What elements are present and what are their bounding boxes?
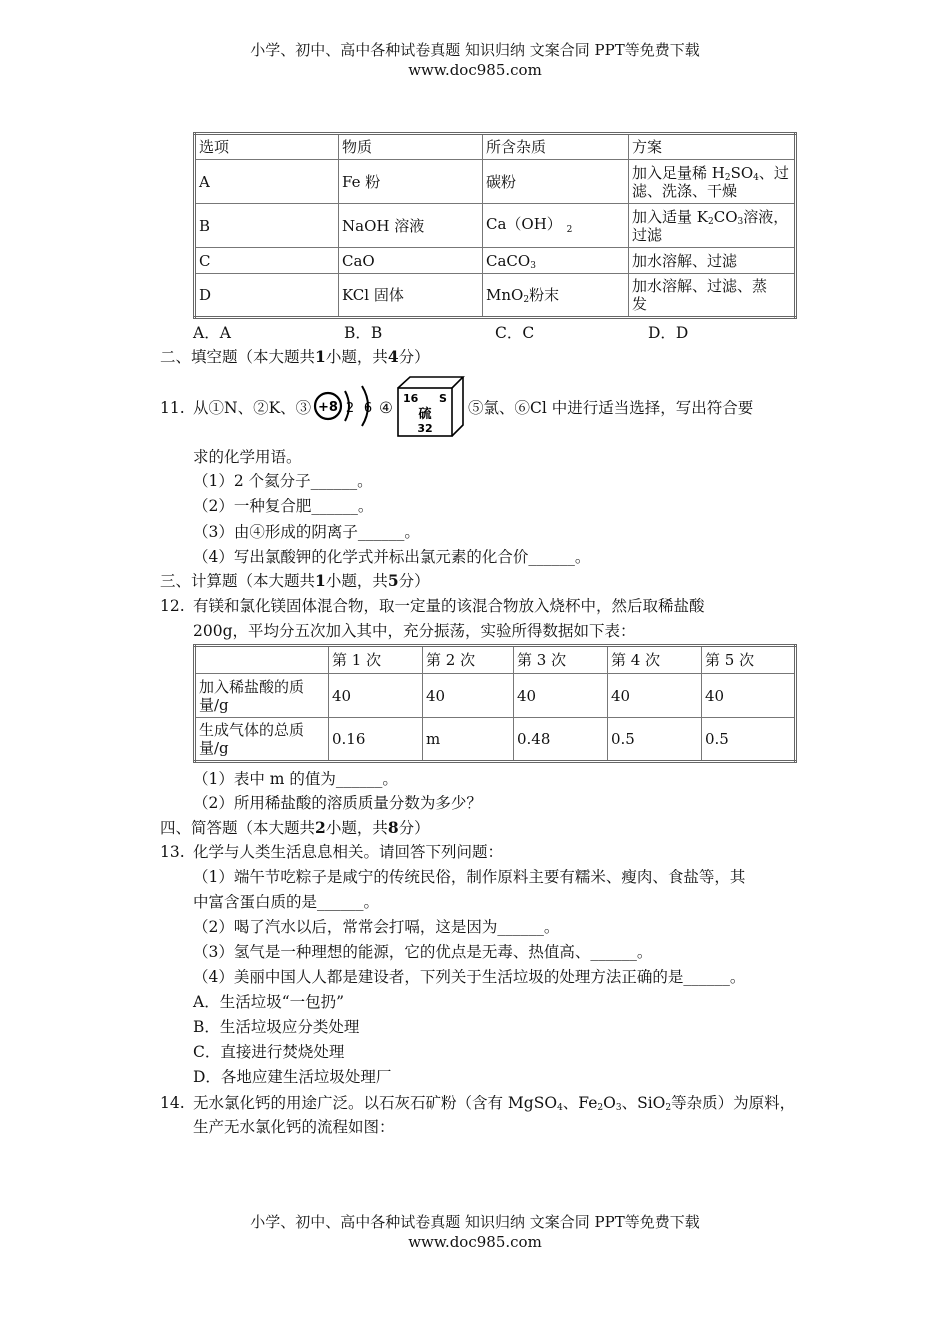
q13-sub-1b: 中富含蛋白质的是______。 xyxy=(193,893,380,911)
table-cell: CaO xyxy=(339,248,483,274)
table-header: 第 5 次 xyxy=(702,646,796,674)
page-header xyxy=(0,40,950,80)
section-3-title: 三、计算题（本大题共1小题，共5分） xyxy=(160,571,430,590)
q11-sub-2: （2）一种复合肥______。 xyxy=(193,497,374,515)
q11-stem-line2: 求的化学用语。 xyxy=(193,448,302,466)
q13-sub-4: （4）美丽中国人人都是建设者，下列关于生活垃圾的处理方法正确的是______。 xyxy=(193,968,746,986)
q13-number: 13. xyxy=(160,843,185,861)
q10-options-table xyxy=(193,132,797,319)
table-cell: B xyxy=(195,204,339,248)
table-cell: C xyxy=(195,248,339,274)
q14-stem-line2: 生产无水氯化钙的流程如图： xyxy=(193,1118,395,1136)
choice-c: C．C xyxy=(495,324,535,342)
q12-sub-1: （1）表中 m 的值为______。 xyxy=(193,770,398,788)
table-header: 第 2 次 xyxy=(423,646,514,674)
choice-a: A．A xyxy=(193,324,231,342)
table-cell: 加水溶解、过滤、蒸 发 xyxy=(629,274,796,318)
table-cell: 40 xyxy=(423,674,514,718)
table-cell: 0.48 xyxy=(514,718,608,762)
atom-nucleus-label: +8 xyxy=(318,400,338,415)
q13-option-a: A．生活垃圾“一包扔” xyxy=(193,993,345,1011)
table-row xyxy=(195,646,796,674)
cell-element-name: 硫 xyxy=(418,407,432,422)
q11-number: 11. xyxy=(160,399,185,417)
cell-atomic-mass: 32 xyxy=(417,422,433,435)
q11-sub-3: （3）由④形成的阴离子______。 xyxy=(193,523,420,541)
table-row xyxy=(195,160,796,204)
table-cell: 40 xyxy=(514,674,608,718)
q13-sub-3: （3）氢气是一种理想的能源，它的优点是无毒、热值高、______。 xyxy=(193,943,653,961)
q12-data-table xyxy=(193,644,797,763)
section-2-title: 二、填空题（本大题共1小题，共4分） xyxy=(160,347,430,366)
q11-stem-tail: ⑤氯、⑥Cl 中进行适当选择，写出符合要 xyxy=(468,399,754,417)
table-row-label: 生成气体的总质 量/g xyxy=(195,718,329,762)
table-cell: m xyxy=(423,718,514,762)
table-header: 第 3 次 xyxy=(514,646,608,674)
table-row xyxy=(195,274,796,318)
table-cell: 40 xyxy=(702,674,796,718)
q14-number: 14. xyxy=(160,1094,185,1112)
table-cell: 0.16 xyxy=(329,718,423,762)
q13-sub-2: （2）喝了汽水以后，常常会打嗝，这是因为______。 xyxy=(193,918,560,936)
q11-sub-4: （4）写出氯酸钾的化学式并标出氯元素的化合价______。 xyxy=(193,548,591,566)
choice-d: D．D xyxy=(648,324,689,342)
q12-number: 12. xyxy=(160,597,185,615)
cell-symbol: S xyxy=(439,392,447,405)
table-header: 选项 xyxy=(195,134,339,160)
table-row xyxy=(195,674,796,718)
q13-option-b: B．生活垃圾应分类处理 xyxy=(193,1018,360,1036)
q13-sub-1a: （1）端午节吃粽子是咸宁的传统民俗，制作原料主要有糯米、瘦肉、食盐等，其 xyxy=(193,868,746,886)
table-header: 物质 xyxy=(339,134,483,160)
table-cell: D xyxy=(195,274,339,318)
q13-option-d: D．各地应建生活垃圾处理厂 xyxy=(193,1068,392,1086)
table-header xyxy=(195,646,329,674)
table-header: 方案 xyxy=(629,134,796,160)
oxygen-atom-diagram xyxy=(312,381,378,431)
table-cell: 加入足量稀 $H_2SO_4$、过 滤、洗涤、干燥 xyxy=(629,160,796,204)
q12-stem-line1: 有镁和氯化镁固体混合物，取一定量的该混合物放入烧杯中，然后取稀盐酸 xyxy=(193,597,705,615)
table-cell: 0.5 xyxy=(702,718,796,762)
atom-shell-1: 2 xyxy=(345,401,355,416)
table-cell: Ca（OH） $_2$ xyxy=(483,204,629,248)
q12-stem-line2: 200g，平均分五次加入其中，充分振荡，实验所得数据如下表： xyxy=(193,622,636,640)
header-slogan: 小学、初中、高中各种试卷真题 知识归纳 文案合同 PPT等免费下载 xyxy=(250,41,700,59)
table-cell: 加水溶解、过滤 xyxy=(629,248,796,274)
table-row xyxy=(195,248,796,274)
table-cell: 加入适量 $K_2CO_3$溶液， 过滤 xyxy=(629,204,796,248)
table-cell: A xyxy=(195,160,339,204)
footer-slogan: 小学、初中、高中各种试卷真题 知识归纳 文案合同 PPT等免费下载 xyxy=(250,1213,700,1231)
q11-stem-mid: ④ xyxy=(379,399,393,417)
table-cell: KCl 固体 xyxy=(339,274,483,318)
q14-stem-line1: 无水氯化钙的用途广泛。以石灰石矿粉（含有 MgSO$_4$、$Fe_2O_3$、SiO$_2$等杂质）为原料， xyxy=(193,1094,796,1113)
q13-stem: 化学与人类生活息息相关。请回答下列问题： xyxy=(193,843,504,861)
page-footer xyxy=(0,1212,950,1252)
table-cell: CaCO$_3$ xyxy=(483,248,629,274)
table-header: 所含杂质 xyxy=(483,134,629,160)
q13-option-c: C．直接进行焚烧处理 xyxy=(193,1043,345,1061)
atom-shell-2: 6 xyxy=(363,401,373,416)
table-row xyxy=(195,718,796,762)
section-4-title: 四、简答题（本大题共2小题，共8分） xyxy=(160,818,430,837)
table-cell: 40 xyxy=(608,674,702,718)
table-cell: MnO$_2$粉末 xyxy=(483,274,629,318)
header-url: www.doc985.com xyxy=(408,61,542,79)
cell-atomic-number: 16 xyxy=(403,392,419,405)
choice-b: B．B xyxy=(344,324,383,342)
table-cell: NaOH 溶液 xyxy=(339,204,483,248)
footer-url: www.doc985.com xyxy=(408,1233,542,1251)
table-cell: 40 xyxy=(329,674,423,718)
table-cell: 碳粉 xyxy=(483,160,629,204)
periodic-cell-sulfur xyxy=(394,374,466,440)
table-row-label: 加入稀盐酸的质 量/g xyxy=(195,674,329,718)
table-row xyxy=(195,204,796,248)
table-cell: 0.5 xyxy=(608,718,702,762)
q11-sub-1: （1）2 个氦分子______。 xyxy=(193,472,373,490)
q11-stem-lead: 从①N、②K、③ xyxy=(193,399,312,417)
q12-sub-2: （2）所用稀盐酸的溶质质量分数为多少？ xyxy=(193,794,482,812)
table-header: 第 1 次 xyxy=(329,646,423,674)
table-cell: Fe 粉 xyxy=(339,160,483,204)
table-header: 第 4 次 xyxy=(608,646,702,674)
